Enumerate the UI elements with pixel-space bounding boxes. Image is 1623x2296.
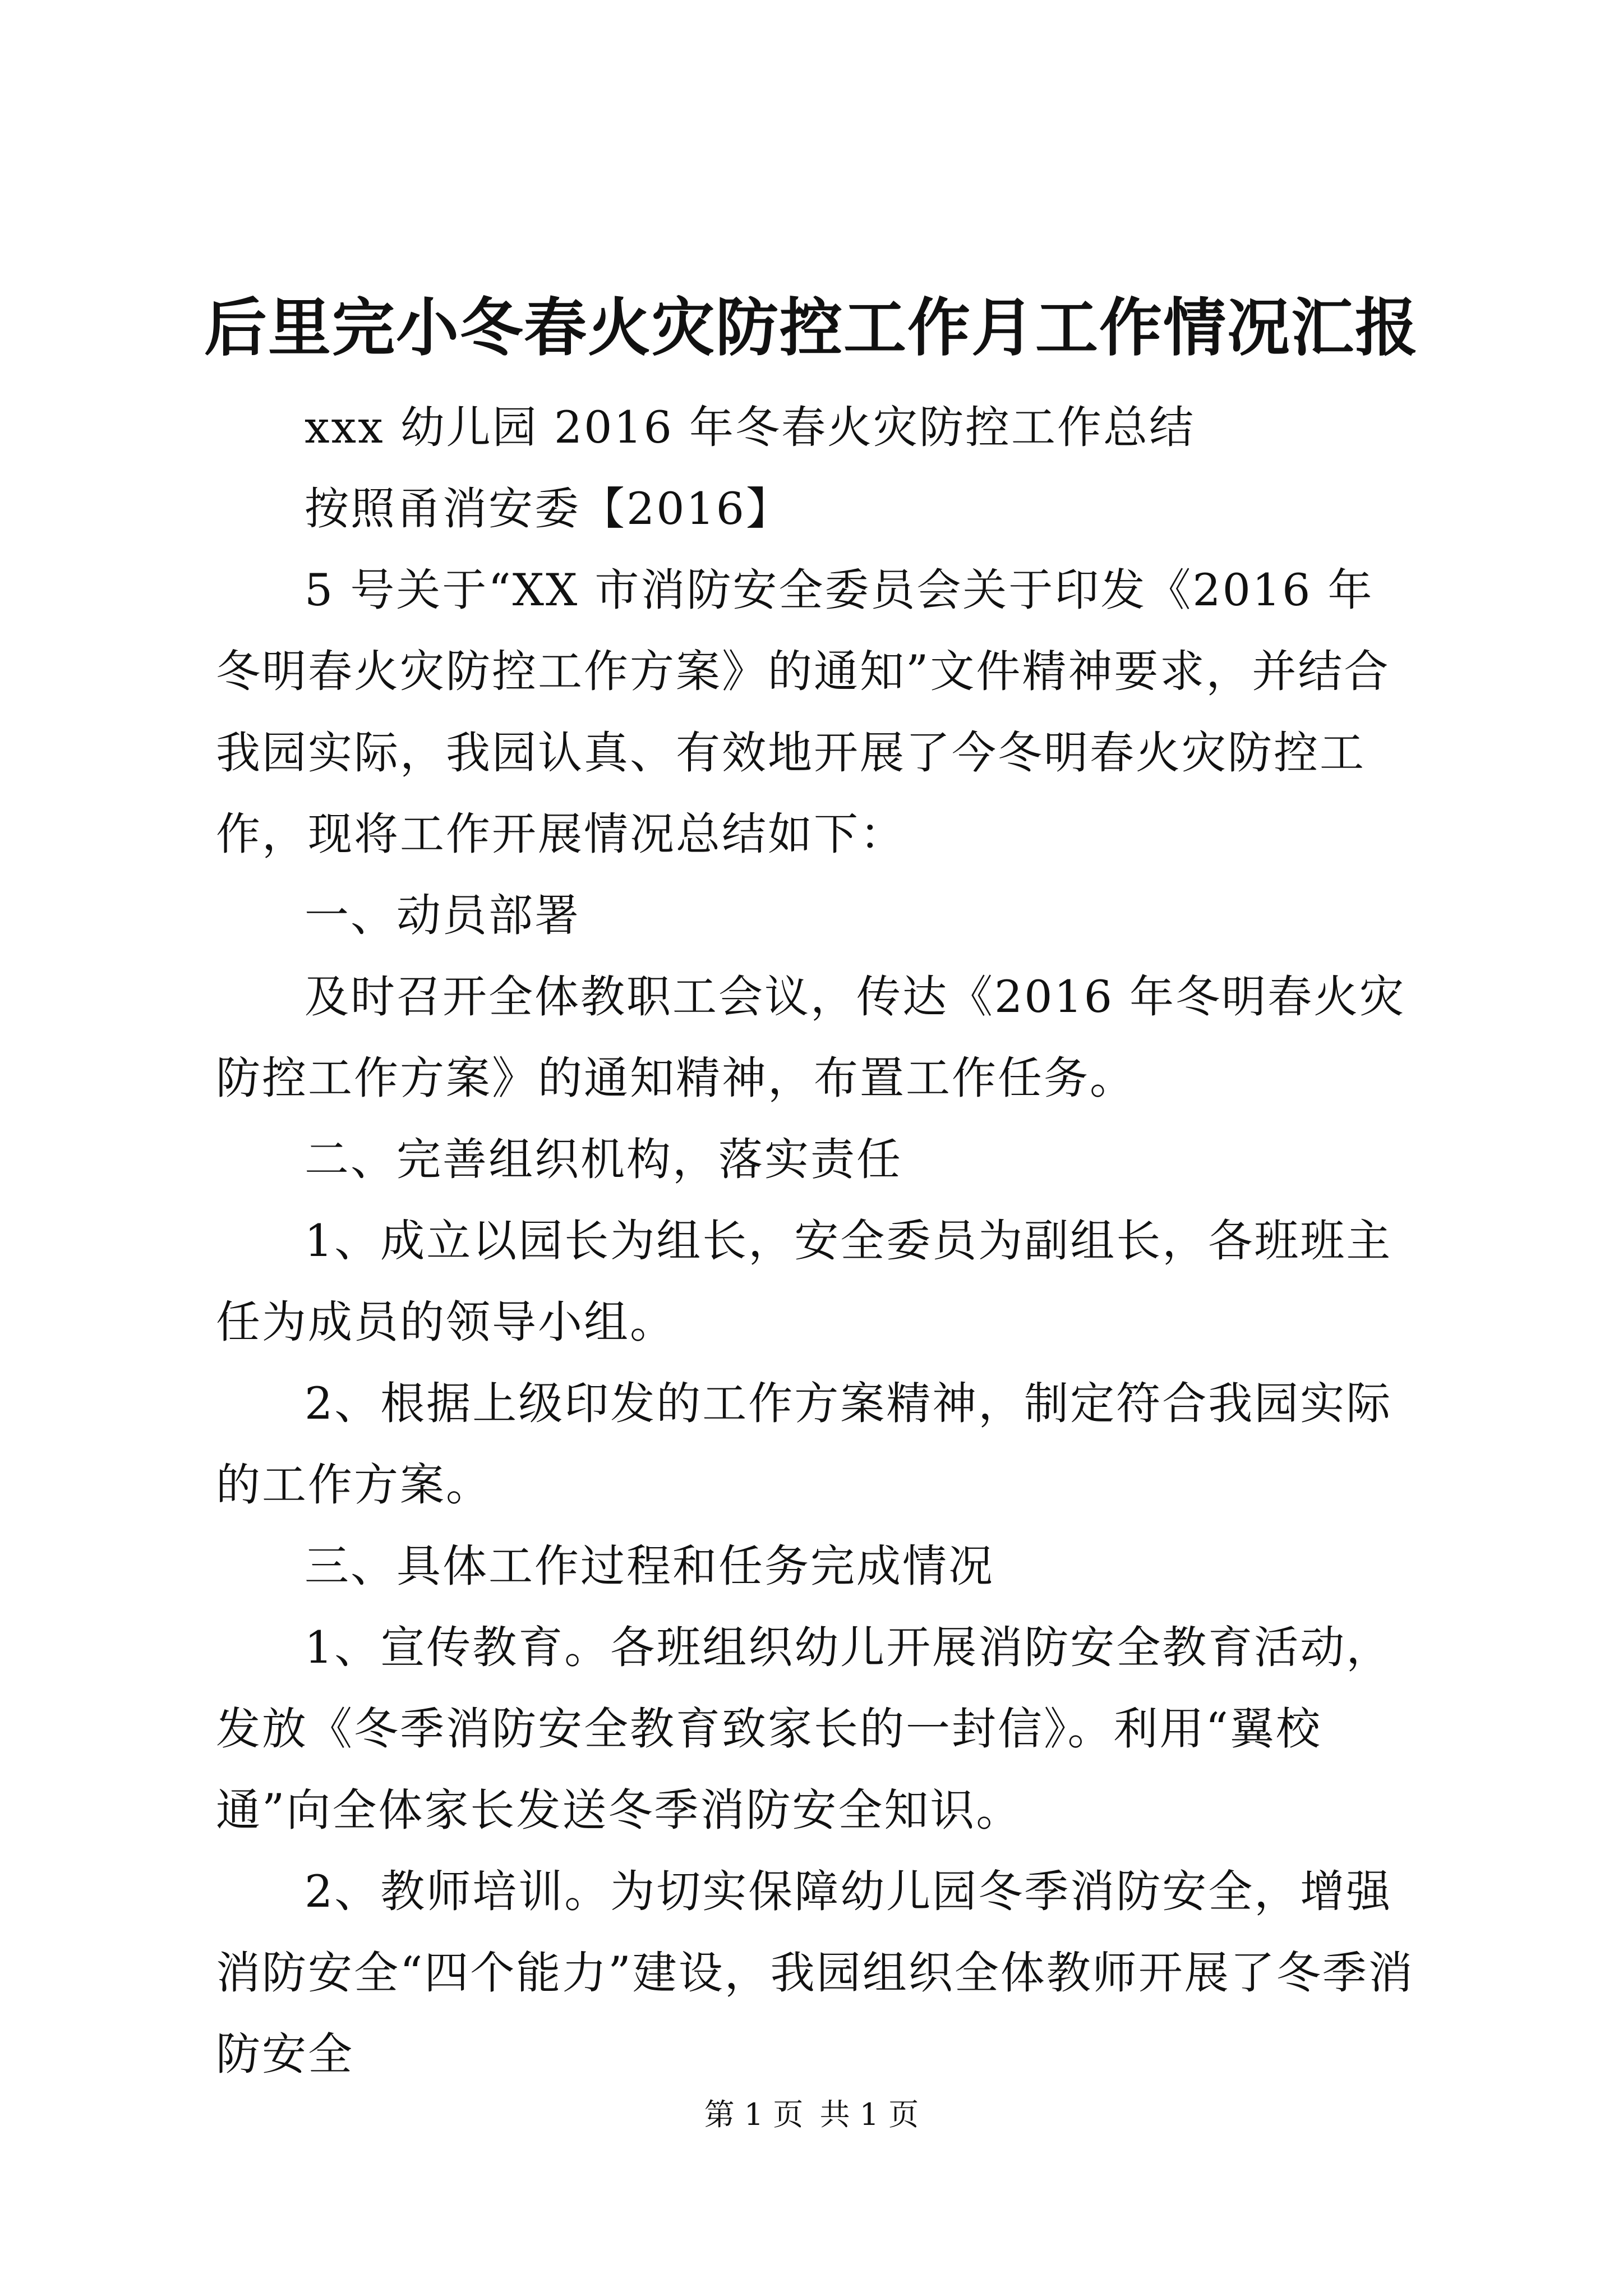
paragraph-item-3-2: 2、教师培训。为切实保障幼儿园冬季消防安全，增强消防安全“四个能力”建设，我园组织全体教师开展了冬季消防安全 — [216, 1866, 1414, 2080]
paragraph-item-2-2: 2、根据上级印发的工作方案精神，制定符合我园实际的工作方案。 — [216, 1378, 1393, 1511]
page-number: 第 1 页 — [704, 2097, 804, 2132]
document-body — [216, 387, 1416, 2095]
page-total: 共 1 页 — [819, 2097, 919, 2132]
paragraph-section-1: 及时召开全体教职工会议，传达《2016 年冬明春火灾防控工作方案》的通知精神，布置工作任务。 — [216, 971, 1406, 1104]
section-heading-1: 一、动员部署 — [305, 890, 580, 941]
paragraph-reference: 按照甬消安委【2016】 — [305, 483, 792, 535]
paragraph-item-2-1: 1、成立以园长为组长，安全委员为副组长，各班班主任为成员的领导小组。 — [216, 1215, 1393, 1348]
paragraph-item-3-1: 1、宣传教育。各班组织幼儿开展消防安全教育活动，发放《冬季消防安全教育致家长的一封信》。利用“翼校通”向全体家长发送冬季消防安全知识。 — [216, 1622, 1393, 1836]
page-footer — [0, 2092, 1623, 2137]
paragraph-intro: 5 号关于“XX 市消防安全委员会关于印发《2016 年冬明春火灾防控工作方案》的通知”文件精神要求，并结合我园实际，我园认真、有效地开展了今冬明春火灾防控工作，现将工作开展情况总结如下： — [216, 564, 1390, 860]
paragraph-subtitle: xxx 幼儿园 2016 年冬春火灾防控工作总结 — [305, 402, 1196, 453]
document-title: 后里完小冬春火灾防控工作月工作情况汇报 — [204, 291, 1419, 365]
section-heading-3: 三、具体工作过程和任务完成情况 — [305, 1540, 994, 1592]
section-heading-2: 二、完善组织机构，落实责任 — [305, 1134, 902, 1185]
